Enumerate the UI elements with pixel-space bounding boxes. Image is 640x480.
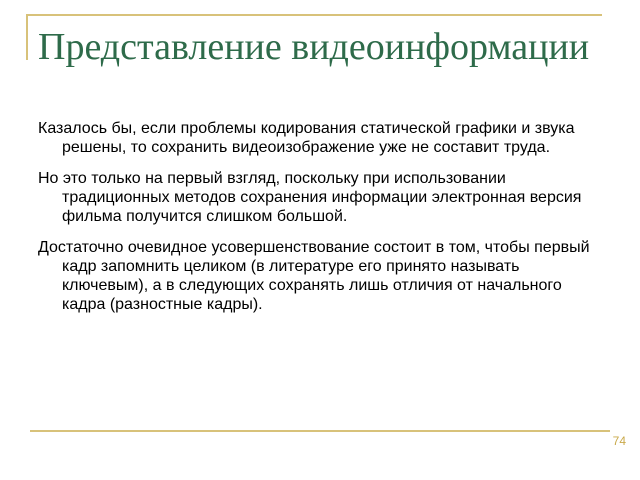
- paragraph-2: Но это только на первый взгляд, поскольку при использовании традиционных методов сохранения информации электронная версия фильма получится слишком большой.: [38, 170, 582, 225]
- paragraph-3: Достаточно очевидное усовершенствование состоит в том, чтобы первый кадр запомнить целиком (в литературе его принято называть ключевым), а в следующих сохранять лишь отличия от начального кадра (разностные кадры).: [38, 239, 590, 313]
- slide-title: Представление видеоинформации: [38, 26, 590, 68]
- page-number: 74: [612, 434, 626, 448]
- paragraph-1: Казалось бы, если проблемы кодирования статической графики и звука решены, то сохранить видеоизображение уже не составит труда.: [38, 120, 575, 156]
- left-rule: [26, 14, 28, 60]
- slide-body: [38, 119, 608, 326]
- top-rule: [26, 14, 602, 16]
- bottom-rule: [30, 430, 610, 432]
